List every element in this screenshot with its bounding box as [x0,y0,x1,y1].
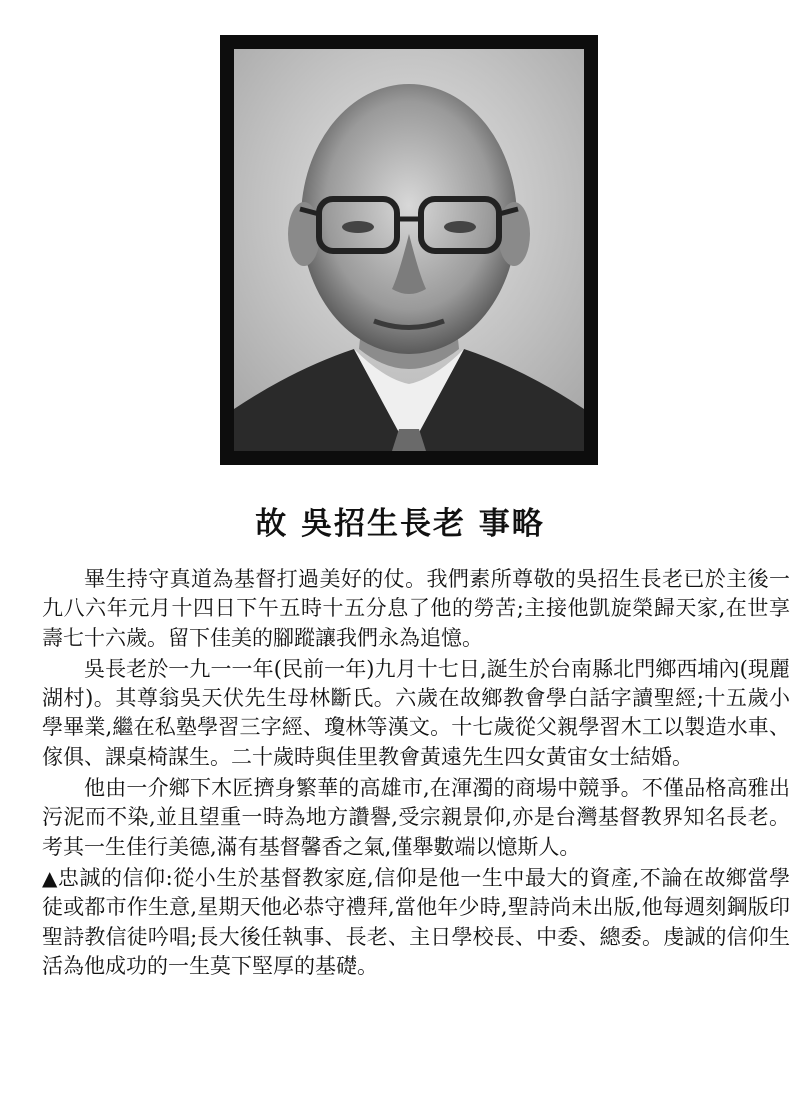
portrait-illustration [234,49,584,451]
triangle-bullet-icon: ▲ [42,865,58,890]
paragraph-faith [42,864,790,981]
paragraph-faith-text: 忠誠的信仰:從小生於基督教家庭,信仰是他一生中最大的資產,不論在故鄉當學徒或都市作生意,星期天他必恭守禮拜,當他年少時,聖詩尚未出版,他每週刻鋼版印聖詩教信徒吟唱;長大後任執事、長老、主日學校長、中委、總委。虔誠的信仰生活為他成功的一生莫下堅厚的基礎。 [42,865,790,978]
biography-text [42,565,790,983]
page-title: 故 吳招生長老 事略 [255,506,545,542]
portrait-frame [220,35,598,465]
paragraph-2: 吳長老於一九一一年(民前一年)九月十七日,誕生於台南縣北門鄉西埔內(現麗湖村)。其尊翁吳天伏先生母林斷氏。六歲在故鄉教會學白話字讀聖經;十五歲小學畢業,繼在私塾學習三字經、瓊林等漢文。十七歲從父親學習木工以製造水車、傢俱、課桌椅謀生。二十歲時與佳里教會黃遠先生四女黃宙女士結婚。 [42,656,790,769]
paragraph-1: 畢生持守真道為基督打過美好的仗。我們素所尊敬的吳招生長老已於主後一九八六年元月十四日下午五時十五分息了他的勞苦;主接他凱旋榮歸天家,在世享壽七十六歲。留下佳美的腳蹤讓我們永為追憶。 [42,567,790,650]
portrait-photo [234,49,584,451]
paragraph-3: 他由一介鄉下木匠擠身繁華的高雄市,在渾濁的商場中競爭。不僅品格高雅出污泥而不染,並且望重一時為地方讚譽,受宗親景仰,亦是台灣基督教界知名長老。考其一生佳行美德,滿有基督馨香之氣,僅舉數端以憶斯人。 [42,776,790,859]
